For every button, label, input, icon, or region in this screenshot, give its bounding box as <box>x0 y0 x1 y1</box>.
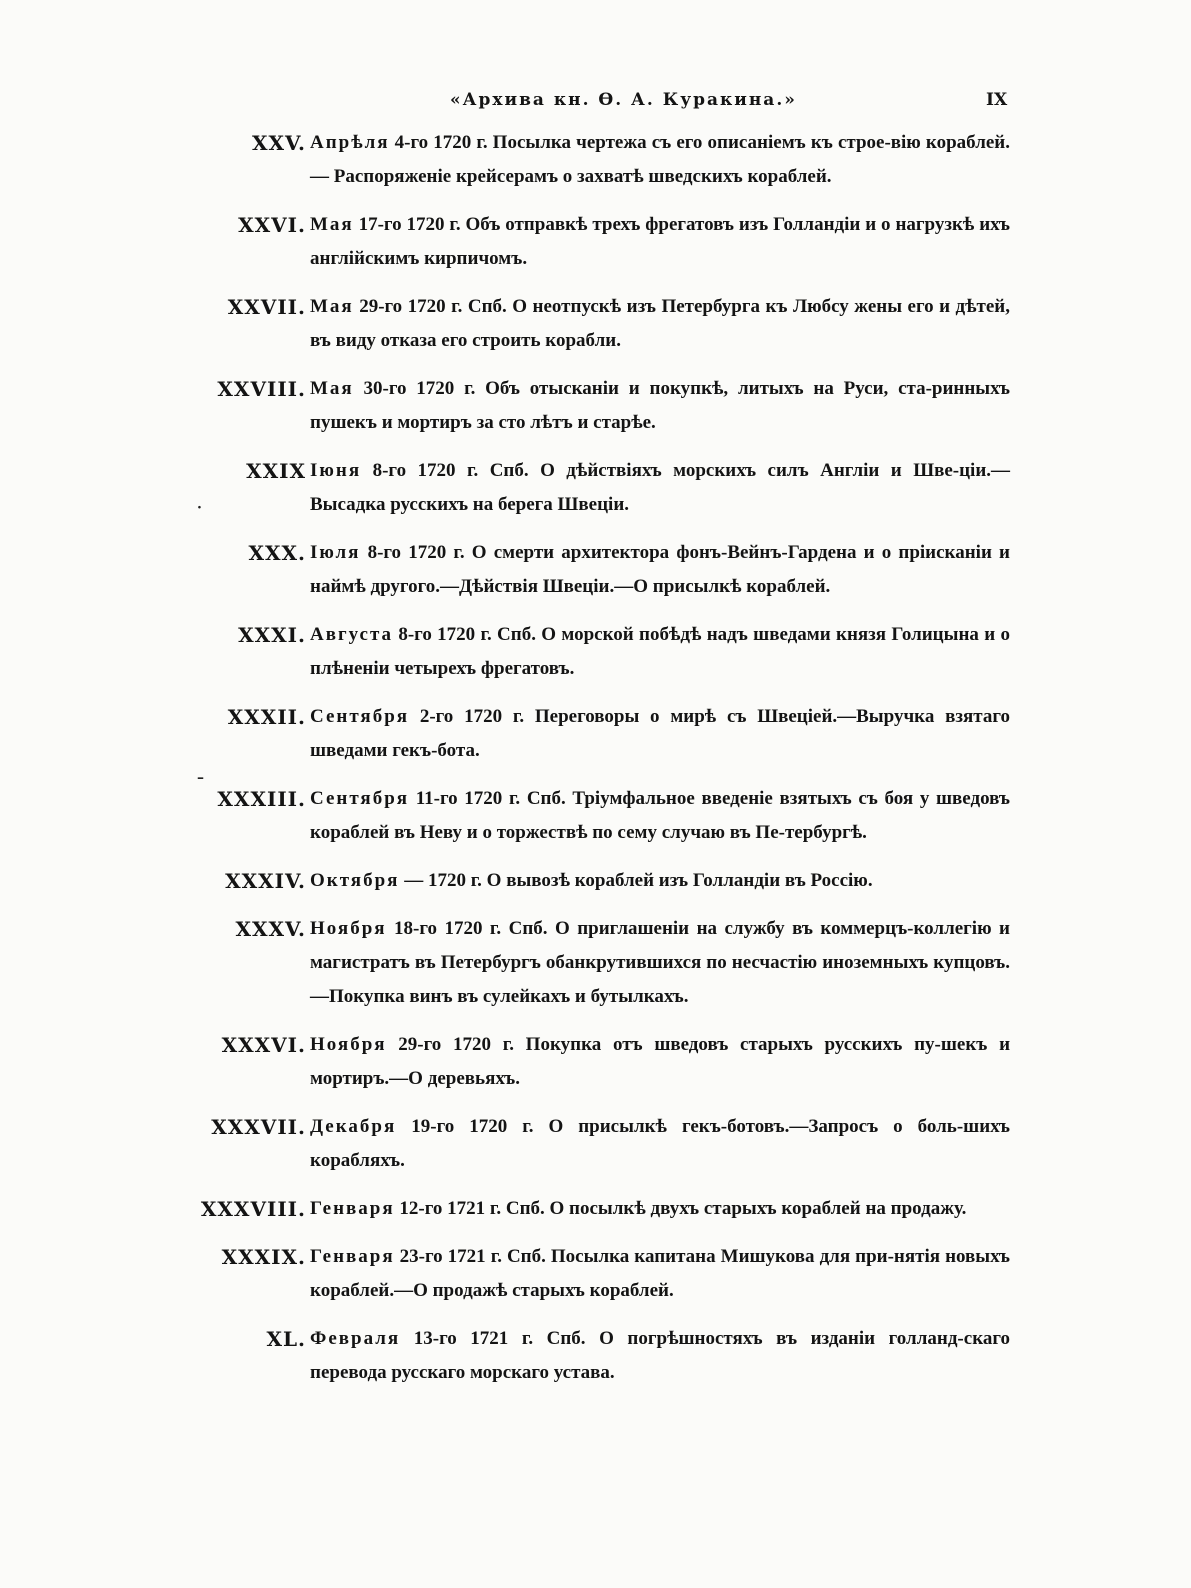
entry-number: XXVI. <box>238 213 306 237</box>
page-number: IX <box>986 90 1008 110</box>
entry-number: XXV. <box>251 131 306 155</box>
entry-list <box>0 126 1191 1404</box>
list-item <box>0 1110 1191 1178</box>
entry-text: 18-го 1720 г. Спб. О приглашеніи на службу въ коммерцъ-коллегію и магистратъ въ Петербургъ обанкрутившихся по несчастію иноземныхъ купцовъ.—Покупка винъ въ сулейкахъ и бутылкахъ. <box>310 918 1011 1007</box>
list-item <box>0 372 1191 440</box>
entry-month: Октября <box>310 870 400 891</box>
entry-text: 23-го 1721 г. Спб. Посылка капитана Мишукова для при-нятія новыхъ кораблей.—О продажѣ старыхъ кораблей. <box>310 1246 1010 1301</box>
entry-number: XXXVIII. <box>200 1197 306 1221</box>
entry-text: — 1720 г. О вывозѣ кораблей изъ Голландіи въ Россію. <box>404 870 873 891</box>
entry-text: 2-го 1720 г. Переговоры о мирѣ съ Швеціей.—Выручка взятаго шведами гекъ-бота. <box>310 706 1011 761</box>
list-item <box>0 208 1191 276</box>
entry-text: 8-го 1720 г. О смерти архитектора фонъ-Вейнъ-Гардена и о пріисканіи и наймѣ другого.—Дѣйствія Швеціи.—О присылкѣ кораблей. <box>310 542 1011 597</box>
entry-number: XXIX <box>246 459 306 483</box>
entry-text: 17-го 1720 г. Объ отправкѣ трехъ фрегатовъ изъ Голландіи и о нагрузкѣ ихъ англійскимъ кирпичомъ. <box>310 214 1010 269</box>
list-item <box>0 1240 1191 1308</box>
entry-month: Августа <box>310 624 394 645</box>
entry-number: XXX. <box>248 541 306 565</box>
entry-text: 30-го 1720 г. Объ отысканіи и покупкѣ, литыхъ на Руси, ста-ринныхъ пушекъ и мортиръ за сто лѣтъ и старѣе. <box>310 378 1010 433</box>
entry-text: 8-го 1720 г. Спб. О морской побѣдѣ надъ шведами князя Голицына и о плѣненіи четырехъ фрегатовъ. <box>310 624 1010 679</box>
list-item <box>0 782 1191 850</box>
list-item <box>0 126 1191 194</box>
header-title: «Архива кн. Ѳ. А. Куракина.» <box>450 90 797 110</box>
entry-number: XXXII. <box>227 705 306 729</box>
list-item <box>0 912 1191 1014</box>
entry-month: Генваря <box>310 1246 395 1267</box>
entry-text: 12-го 1721 г. Спб. О посылкѣ двухъ старыхъ кораблей на продажу. <box>399 1198 967 1219</box>
margin-dash: – <box>197 770 204 786</box>
entry-month: Апрѣля <box>310 132 390 153</box>
entry-month: Сентября <box>310 706 410 727</box>
entry-month: Мая <box>310 296 354 317</box>
entry-number: XXXIV. <box>225 869 306 893</box>
entry-text: 4-го 1720 г. Посылка чертежа съ его описаніемъ къ строе-вію кораблей. — Распоряженіе крейсерамъ о захватѣ шведскихъ кораблей. <box>310 132 1010 187</box>
entry-month: Іюня <box>310 460 362 481</box>
entry-month: Ноября <box>310 918 387 939</box>
entry-month: Мая <box>310 214 354 235</box>
entry-month: Генваря <box>310 1198 395 1219</box>
entry-number: XL. <box>266 1327 306 1351</box>
list-item <box>0 1322 1191 1390</box>
list-item <box>0 618 1191 686</box>
entry-number: XXVIII. <box>217 377 306 401</box>
list-item <box>0 1192 1191 1226</box>
entry-month: Іюля <box>310 542 361 563</box>
list-item <box>0 454 1191 522</box>
entry-text: 13-го 1721 г. Спб. О погрѣшностяхъ въ изданіи голланд-скаго перевода русскаго морскаго устава. <box>310 1328 1011 1383</box>
entry-number: XXXI. <box>238 623 306 647</box>
entry-number: XXVII. <box>227 295 306 319</box>
list-item <box>0 290 1191 358</box>
entry-month: Сентября <box>310 788 410 809</box>
entry-number: XXXIX. <box>221 1245 306 1269</box>
list-item <box>0 536 1191 604</box>
entry-text: 29-го 1720 г. Спб. О неотпускѣ изъ Петербурга къ Любсу жены его и дѣтей, въ виду отказа его строить корабли. <box>310 296 1010 351</box>
entry-month: Мая <box>310 378 354 399</box>
list-item <box>0 700 1191 768</box>
entry-text: 29-го 1720 г. Покупка отъ шведовъ старыхъ русскихъ пу-шекъ и мортиръ.—О деревьяхъ. <box>310 1034 1011 1089</box>
entry-number: XXXIII. <box>217 787 306 811</box>
list-item <box>0 864 1191 898</box>
entry-month: Февраля <box>310 1328 401 1349</box>
entry-text: 19-го 1720 г. О присылкѣ гекъ-ботовъ.—Запросъ о боль-шихъ корабляхъ. <box>310 1116 1011 1171</box>
entry-text: 8-го 1720 г. Спб. О дѣйствіяхъ морскихъ силъ Англіи и Шве-ціи.—Высадка русскихъ на берега Швеціи. <box>310 460 1011 515</box>
entry-number: XXXVII. <box>211 1115 306 1139</box>
entry-number: XXXV. <box>235 917 306 941</box>
list-item <box>0 1028 1191 1096</box>
entry-month: Декабря <box>310 1116 397 1137</box>
entry-text: 11-го 1720 г. Спб. Тріумфальное введеніе взятыхъ съ боя у шведовъ кораблей въ Неву и о торжествѣ по сему случаю въ Пе-тербургѣ. <box>310 788 1010 843</box>
running-header <box>0 88 1191 118</box>
margin-dot: · <box>197 500 202 516</box>
entry-number: XXXVI. <box>221 1033 306 1057</box>
entry-month: Ноября <box>310 1034 387 1055</box>
